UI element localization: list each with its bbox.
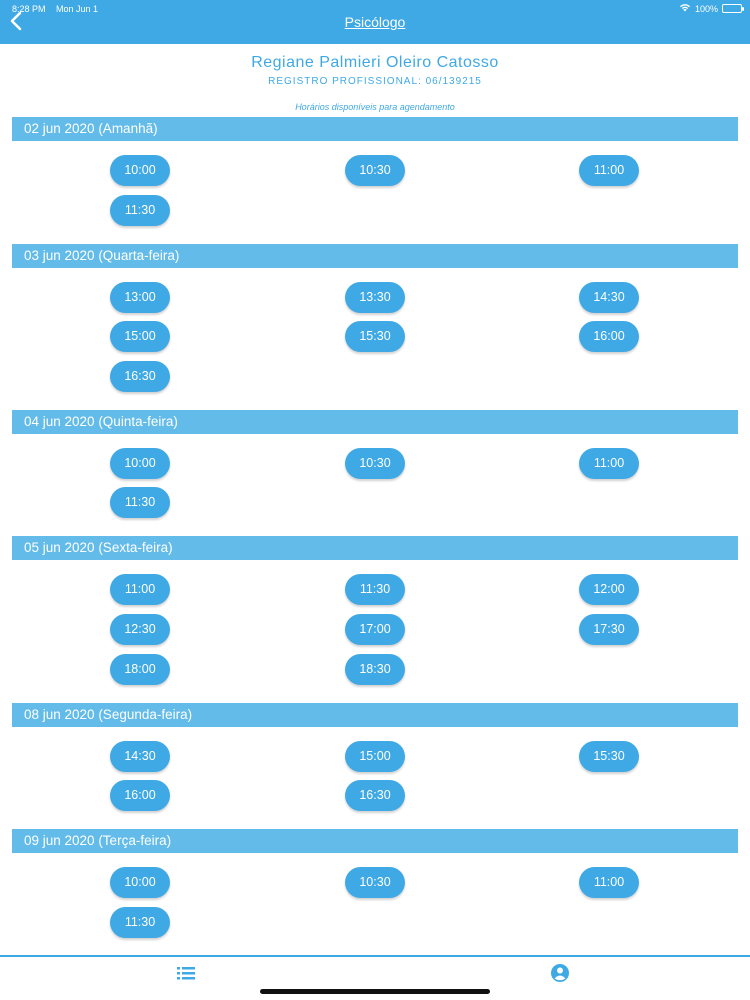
time-slot-button[interactable]: 13:00 bbox=[110, 282, 170, 313]
time-slot-button[interactable]: 10:00 bbox=[110, 155, 170, 186]
time-slot-button[interactable]: 15:00 bbox=[345, 741, 405, 772]
wifi-icon bbox=[679, 3, 691, 14]
day-header: 03 jun 2020 (Quarta-feira) bbox=[12, 244, 738, 268]
time-slot-button[interactable]: 14:30 bbox=[579, 282, 639, 313]
time-slot-button[interactable]: 16:30 bbox=[345, 780, 405, 811]
time-slot-button[interactable]: 16:30 bbox=[110, 361, 170, 392]
time-slot-button[interactable]: 16:00 bbox=[110, 780, 170, 811]
time-slot-button[interactable]: 10:30 bbox=[345, 155, 405, 186]
day-header: 05 jun 2020 (Sexta-feira) bbox=[12, 536, 738, 560]
battery-percent: 100% bbox=[694, 3, 718, 14]
time-slot-button[interactable]: 11:00 bbox=[579, 448, 639, 479]
professional-profile bbox=[0, 54, 750, 87]
day-header: 04 jun 2020 (Quinta-feira) bbox=[12, 410, 738, 434]
time-slot-button[interactable]: 12:00 bbox=[579, 574, 639, 605]
time-slot-button[interactable]: 10:00 bbox=[110, 867, 170, 898]
day-header: 09 jun 2020 (Terça-feira) bbox=[12, 829, 738, 853]
time-slot-button[interactable]: 11:00 bbox=[579, 155, 639, 186]
time-slot-button[interactable]: 11:30 bbox=[110, 487, 170, 518]
status-time: 8:28 PM bbox=[12, 4, 46, 14]
page-title: Psicólogo bbox=[344, 14, 406, 30]
professional-registration: REGISTRO PROFISSIONAL: 06/139215 bbox=[268, 76, 482, 87]
status-date: Mon Jun 1 bbox=[56, 4, 99, 14]
time-slot-button[interactable]: 15:30 bbox=[345, 321, 405, 352]
time-slot-button[interactable]: 13:30 bbox=[345, 282, 405, 313]
professional-name: Regiane Palmieri Oleiro Catosso bbox=[251, 54, 499, 71]
day-header: 08 jun 2020 (Segunda-feira) bbox=[12, 703, 738, 727]
list-icon bbox=[174, 963, 198, 983]
time-slot-button[interactable]: 17:00 bbox=[345, 614, 405, 645]
time-slot-button[interactable]: 10:30 bbox=[345, 448, 405, 479]
time-slot-button[interactable]: 17:30 bbox=[579, 614, 639, 645]
time-slot-button[interactable]: 11:30 bbox=[345, 574, 405, 605]
time-slot-button[interactable]: 12:30 bbox=[110, 614, 170, 645]
time-slot-button[interactable]: 14:30 bbox=[110, 741, 170, 772]
time-slot-button[interactable]: 18:30 bbox=[345, 654, 405, 685]
time-slot-button[interactable]: 10:30 bbox=[345, 867, 405, 898]
time-slot-button[interactable]: 11:30 bbox=[110, 907, 170, 938]
time-slot-button[interactable]: 10:00 bbox=[110, 448, 170, 479]
tab-profile[interactable] bbox=[548, 963, 572, 983]
home-indicator bbox=[260, 989, 490, 994]
availability-note: Horários disponíveis para agendamento bbox=[295, 102, 455, 112]
time-slot-button[interactable]: 18:00 bbox=[110, 654, 170, 685]
user-icon bbox=[548, 963, 572, 983]
battery-icon bbox=[722, 4, 742, 13]
top-bar bbox=[0, 0, 750, 44]
time-slot-button[interactable]: 11:00 bbox=[579, 867, 639, 898]
time-slot-button[interactable]: 16:00 bbox=[579, 321, 639, 352]
tab-appointments[interactable] bbox=[174, 963, 198, 983]
status-indicators bbox=[679, 3, 742, 14]
time-slot-button[interactable]: 15:00 bbox=[110, 321, 170, 352]
time-slot-button[interactable]: 11:00 bbox=[110, 574, 170, 605]
time-slot-button[interactable]: 15:30 bbox=[579, 741, 639, 772]
day-header: 02 jun 2020 (Amanhã) bbox=[12, 117, 738, 141]
time-slot-button[interactable]: 11:30 bbox=[110, 195, 170, 226]
